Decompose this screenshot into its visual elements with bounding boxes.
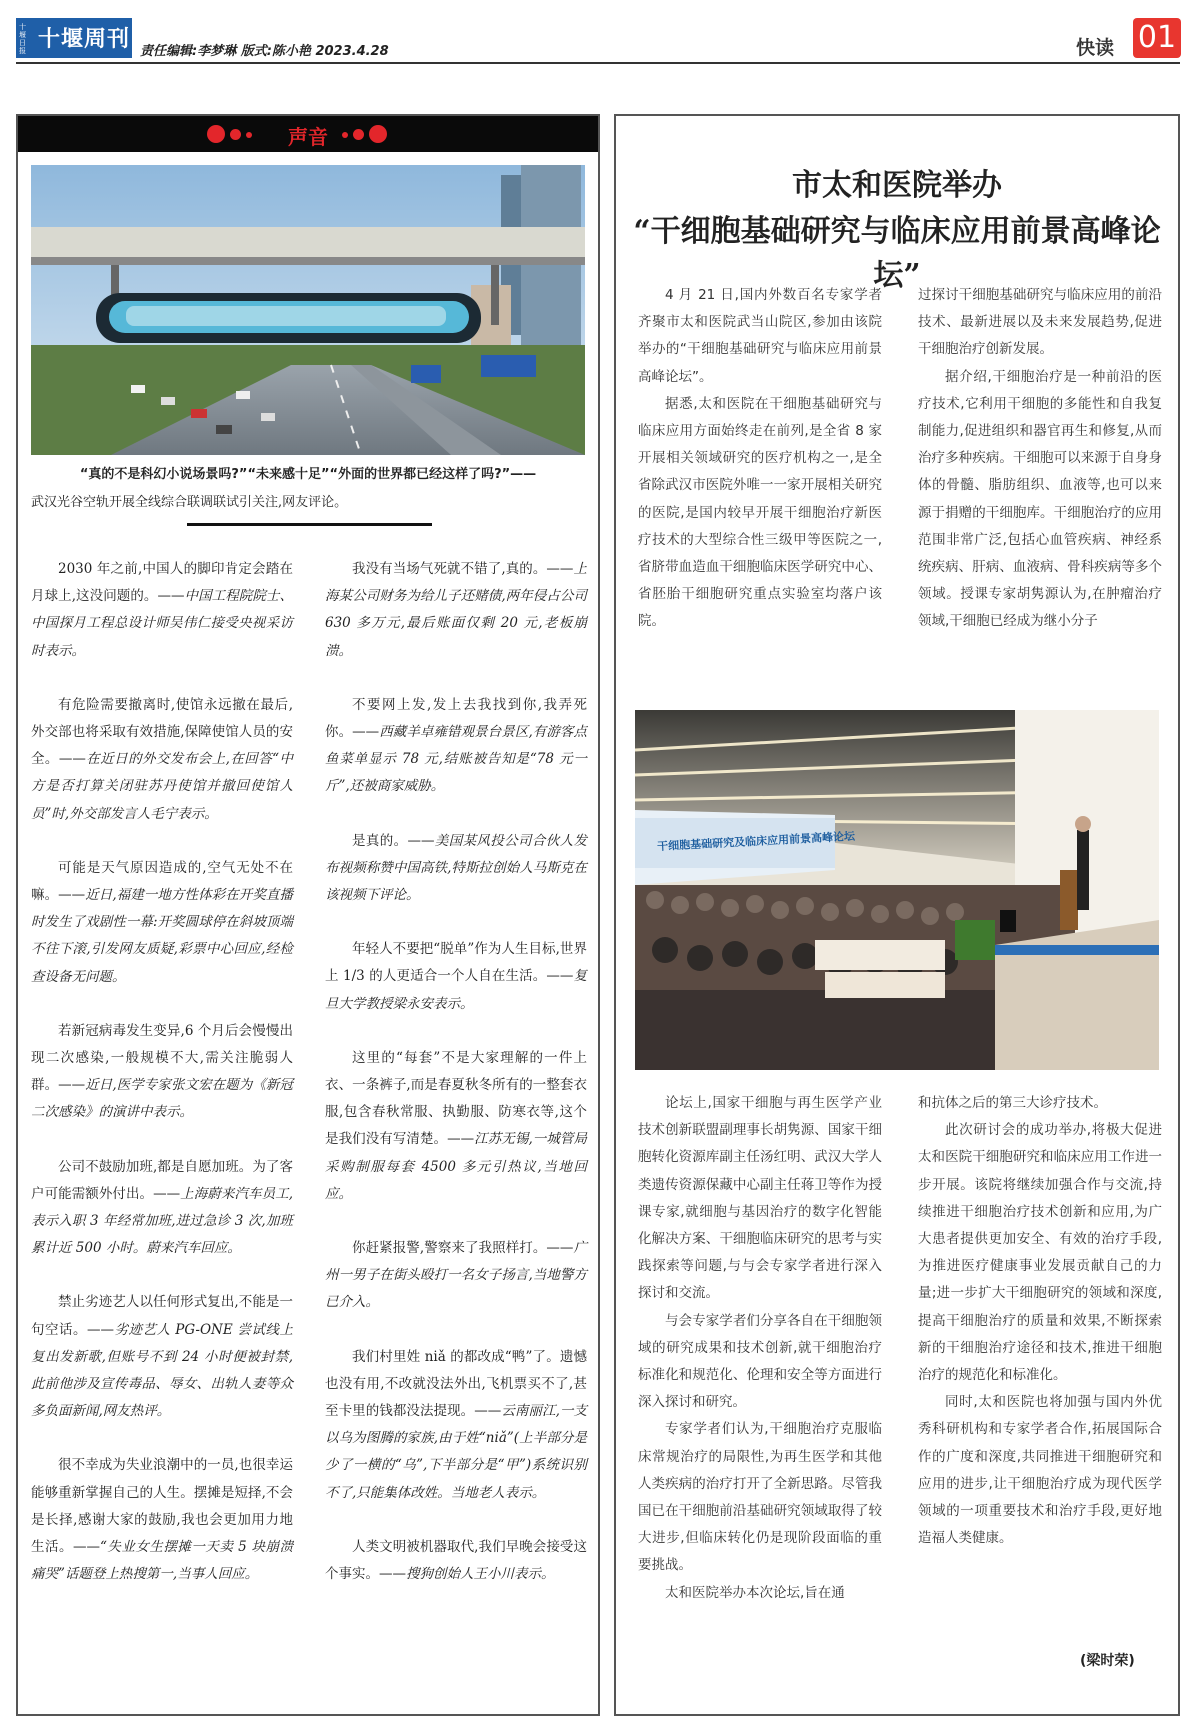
quote-source: 在近日的外交发布会上,在回答“中方是否打算关闭驻苏丹使馆并撤回使馆人员”时,外交部发言人毛宁表示。 bbox=[31, 751, 293, 822]
article-title-line1: 市太和医院举办 bbox=[792, 168, 1002, 203]
quote-item bbox=[31, 855, 293, 991]
quote-item bbox=[325, 556, 587, 665]
editor-line: 责任编辑:李梦琳 版式:陈小艳 2023.4.28 bbox=[140, 44, 389, 59]
quote-item bbox=[325, 828, 587, 910]
stage-banner-text: 干细胞基础研究及临床应用前景高峰论坛 bbox=[656, 829, 856, 854]
quote-text: 这里的“每套”不是大家理解的一件上衣、一条裤子,而是春夏秋冬所有的一整套衣服,包含春秋常服、执勤服、防寒衣等,这个是我们没有写清楚。—— bbox=[325, 1049, 587, 1148]
article-author: (梁时荣) bbox=[1080, 1653, 1135, 1669]
article-top-column-1 bbox=[638, 282, 882, 636]
section-label: 快读 bbox=[1076, 37, 1115, 59]
caption-desc: 武汉光谷空轨开展全线综合联调联试引关注,网友评论。 bbox=[31, 495, 348, 510]
quote-source: 搜狗创始人王小川表示。 bbox=[406, 1566, 555, 1583]
voices-column-2 bbox=[325, 556, 587, 1615]
photo-caption bbox=[31, 461, 585, 517]
quote-item bbox=[325, 1235, 587, 1317]
quote-text: 2030 年之前,中国人的脚印肯定会踏在月球上,这没问题的。—— bbox=[31, 561, 293, 605]
quote-source: 劣迹艺人 PG-ONE 尝试线上复出发新歌,但账号不到 24 小时便被封禁,此前他涉及宣传毒品、辱女、出轨人妻等众多负面新闻,网友热评。 bbox=[31, 1321, 293, 1420]
quote-text: 有危险需要撤离时,使馆永远撤在最后,外交部也将采取有效措施,保障使馆人员的安全。—— bbox=[31, 696, 293, 768]
article-paragraph: 4 月 21 日,国内外数百名专家学者齐聚市太和医院武当山院区,参加由该院举办的“干细胞基础研究与临床应用前景高峰论坛”。 bbox=[638, 287, 882, 385]
masthead-title: 十堰周刊 bbox=[38, 27, 131, 52]
article-paragraph: 太和医院举办本次论坛,旨在通 bbox=[665, 1584, 845, 1601]
skyrail-photo bbox=[31, 165, 585, 455]
quote-item bbox=[325, 936, 587, 1018]
dot-icon bbox=[230, 129, 241, 140]
article-paragraph: 同时,太和医院也将加强与国内外优秀科研机构和专家学者合作,拓展国际合作的广度和深度,共同推进干细胞研究和应用的进步,让干细胞治疗成为现代医学领域的一项重要技术和治疗手段,更好地造福人类健康。 bbox=[918, 1394, 1162, 1547]
caption-divider bbox=[187, 523, 432, 526]
quote-source: 近日,医学专家张文宏在题为《新冠二次感染》的演讲中表示。 bbox=[31, 1077, 294, 1121]
quote-source: 中国工程院院士、中国探月工程总设计师吴伟仁接受央视采访时表示。 bbox=[31, 588, 294, 659]
quote-item bbox=[31, 556, 293, 665]
dot-icon bbox=[207, 125, 225, 143]
article-paragraph: 与会专家学者们分享各自在干细胞领域的研究成果和技术创新,就干细胞治疗标准化和规范化、伦理和安全等方面进行深入探讨和研究。 bbox=[638, 1312, 882, 1411]
quote-item bbox=[31, 1154, 293, 1263]
quote-text: 人类文明被机器取代,我们早晚会接受这个事实。—— bbox=[325, 1538, 587, 1583]
quote-text: 年轻人不要把“脱单”作为人生目标,世界上 1/3 的人更适合一个人自在生活。—— bbox=[325, 941, 587, 985]
quote-item bbox=[325, 1045, 587, 1208]
article-paragraph: 专家学者们认为,干细胞治疗克服临床常规治疗的局限性,为再生医学和其他人类疾病的治疗打开了全新思路。尽管我国已在干细胞前沿基础研究领域取得了较大进步,但临床转化仍是现阶段面临的重要挑战。 bbox=[638, 1421, 882, 1574]
quote-text: 你赶紧报警,警察来了我照样打。—— bbox=[352, 1240, 574, 1257]
article-bottom-column-1 bbox=[638, 1090, 882, 1607]
quote-item bbox=[31, 1289, 293, 1425]
dot-icon bbox=[353, 129, 364, 140]
article-title-line2: “干细胞基础研究与临床应用前景高峰论坛” bbox=[633, 214, 1161, 293]
quote-item bbox=[31, 1018, 293, 1127]
masthead-logo bbox=[16, 18, 132, 58]
article-paragraph: 据悉,太和医院在干细胞基础研究与临床应用方面始终走在前列,是全省 8 家开展相关领域研究的医疗机构之一,是全省除武汉市医院外唯一一家开展相关研究的医院,是国内较早开展干细胞治疗新医疗技术的大型综合性三级甲等医院之一,省脐带血造血干细胞临床医学研究中心、省胚胎干细胞研究重点实验室均落户该院。 bbox=[638, 395, 882, 630]
voices-title: 声音 bbox=[288, 125, 328, 149]
quote-item bbox=[325, 692, 587, 801]
page-number-badge: 01 bbox=[1133, 18, 1181, 58]
quote-text: 我没有当场气死就不错了,真的。—— bbox=[352, 561, 574, 577]
caption-quote: “真的不是科幻小说场景吗?”“未来感十足”“外面的世界都已经这样了吗?”—— bbox=[79, 467, 537, 482]
article-paragraph: 此次研讨会的成功举办,将极大促进太和医院干细胞研究和临床应用工作进一步开展。该院将继续加强合作与交流,持续推进干细胞治疗技术创新和应用,为广大患者提供更加安全、有效的治疗手段,为推进医疗健康事业发展贡献自己的力量;进一步扩大干细胞研究的领域和深度,提高干细胞治疗的质量和效果,不断探索新的干细胞治疗途径和技术,推进干细胞治疗的规范化和标准化。 bbox=[918, 1122, 1162, 1384]
quote-text: 若新冠病毒发生变异,6 个月后会慢慢出现二次感染,一般规模不大,需关注脆弱人群。—— bbox=[31, 1022, 293, 1094]
conference-photo bbox=[635, 710, 1159, 1070]
dot-icon bbox=[246, 132, 252, 138]
quote-source: 江苏无锡,一城管局采购制服每套 4500 多元引热议,当地回应。 bbox=[325, 1131, 588, 1202]
quote-source: 广州一男子在街头殴打一名女子扬言,当地警方已介入。 bbox=[325, 1240, 587, 1311]
quote-text: 禁止劣迹艺人以任何形式复出,不能是一句空话。—— bbox=[31, 1294, 293, 1338]
quote-item bbox=[325, 1344, 587, 1507]
skyrail-illustration bbox=[31, 165, 585, 455]
masthead-small: 十堰日报 bbox=[19, 23, 26, 55]
voices-column-1 bbox=[31, 556, 293, 1616]
quote-text: 很不幸成为失业浪潮中的一员,也很幸运能够重新掌握自己的人生。摆摊是短择,不会是长择,感谢大家的鼓励,我也会更加用力地生活。—— bbox=[31, 1457, 293, 1556]
article-bottom-column-2 bbox=[918, 1090, 1162, 1552]
article-paragraph: 和抗体之后的第三大诊疗技术。 bbox=[918, 1095, 1107, 1111]
quote-text: 公司不鼓励加班,都是自愿加班。为了客户可能需额外付出。—— bbox=[31, 1158, 293, 1202]
dot-icon bbox=[342, 132, 348, 138]
quote-item bbox=[325, 1534, 587, 1588]
article-top-column-2 bbox=[918, 282, 1162, 636]
quote-source: 西藏羊卓雍错观景台景区,有游客点鱼菜单显示 78 元,结账被告知是“78 元一斤”,还被商家威胁。 bbox=[325, 724, 588, 795]
article-paragraph: 论坛上,国家干细胞与再生医学产业技术创新联盟副理事长胡隽源、国家干细胞转化资源库副主任汤红明、武汉大学人类遗传资源保藏中心副主任蒋卫等作为授课专家,就细胞与基因治疗的数字化智能化解决方案、干细胞临床研究的思考与实践探索等问题,与与会专家学者进行深入探讨和交流。 bbox=[638, 1095, 882, 1302]
quote-source: 上海蔚来汽车员工,表示入职 3 年经常加班,进过急诊 3 次,加班累计近 500 小时。蔚来汽车回应。 bbox=[31, 1185, 294, 1257]
header-rule bbox=[16, 62, 1180, 64]
quote-source: 复旦大学教授梁永安表示。 bbox=[325, 968, 588, 1012]
quote-text: 可能是天气原因造成的,空气无处不在嘛。—— bbox=[31, 859, 293, 904]
quote-text: 是真的。—— bbox=[352, 832, 435, 849]
quote-source: 美国某风投公司合伙人发布视频称赞中国高铁,特斯拉创始人马斯克在该视频下评论。 bbox=[325, 832, 588, 904]
quote-source: 上海某公司财务为给儿子还赌债,两年侵占公司 630 多万元,最后账面仅剩 20 元,老板崩溃。 bbox=[325, 561, 587, 659]
quote-item bbox=[31, 692, 293, 828]
quote-source: 云南丽江,一支以乌为图腾的家族,由于姓“niǎ”(上半部分是少了一横的“乌”,下半部分是“甲”)系统识别不了,只能集体改姓。当地老人表示。 bbox=[325, 1403, 588, 1501]
article-paragraph: 据介绍,干细胞治疗是一种前沿的医疗技术,它利用干细胞的多能性和自我复制能力,促进组织和器官再生和修复,从而治疗多种疾病。干细胞可以来源于自身身体的骨髓、脂肪组织、血液等,也可以来源于捐赠的干细胞库。干细胞治疗的应用范围非常广泛,包括心血管疾病、神经系统疾病、肝病、血液病、骨科疾病等多个领域。授课专家胡隽源认为,在肿瘤治疗领域,干细胞已经成为继小分子 bbox=[918, 368, 1162, 630]
quote-text: 不要网上发,发上去我找到你,我弄死你。—— bbox=[325, 696, 587, 741]
dot-icon bbox=[369, 125, 387, 143]
quote-source: “失业女生摆摊一天卖 5 块崩溃痛哭”话题登上热搜第一,当事人回应。 bbox=[31, 1539, 294, 1583]
quote-source: 近日,福建一地方性体彩在开奖直播时发生了戏剧性一幕:开奖圆球停在斜坡顶端不往下滚,引发网友质疑,彩票中心回应,经检查设备无问题。 bbox=[31, 887, 294, 985]
conference-illustration bbox=[635, 710, 1159, 1070]
article-paragraph: 过探讨干细胞基础研究与临床应用的前沿技术、最新进展以及未来发展趋势,促进干细胞治疗创新发展。 bbox=[918, 287, 1162, 358]
quote-item bbox=[31, 1452, 293, 1588]
quote-text: 我们村里姓 niǎ 的都改成“鸭”了。遗憾也没有用,不改就没法外出,飞机票买不了,甚至卡里的钱都没法提现。—— bbox=[325, 1348, 587, 1420]
